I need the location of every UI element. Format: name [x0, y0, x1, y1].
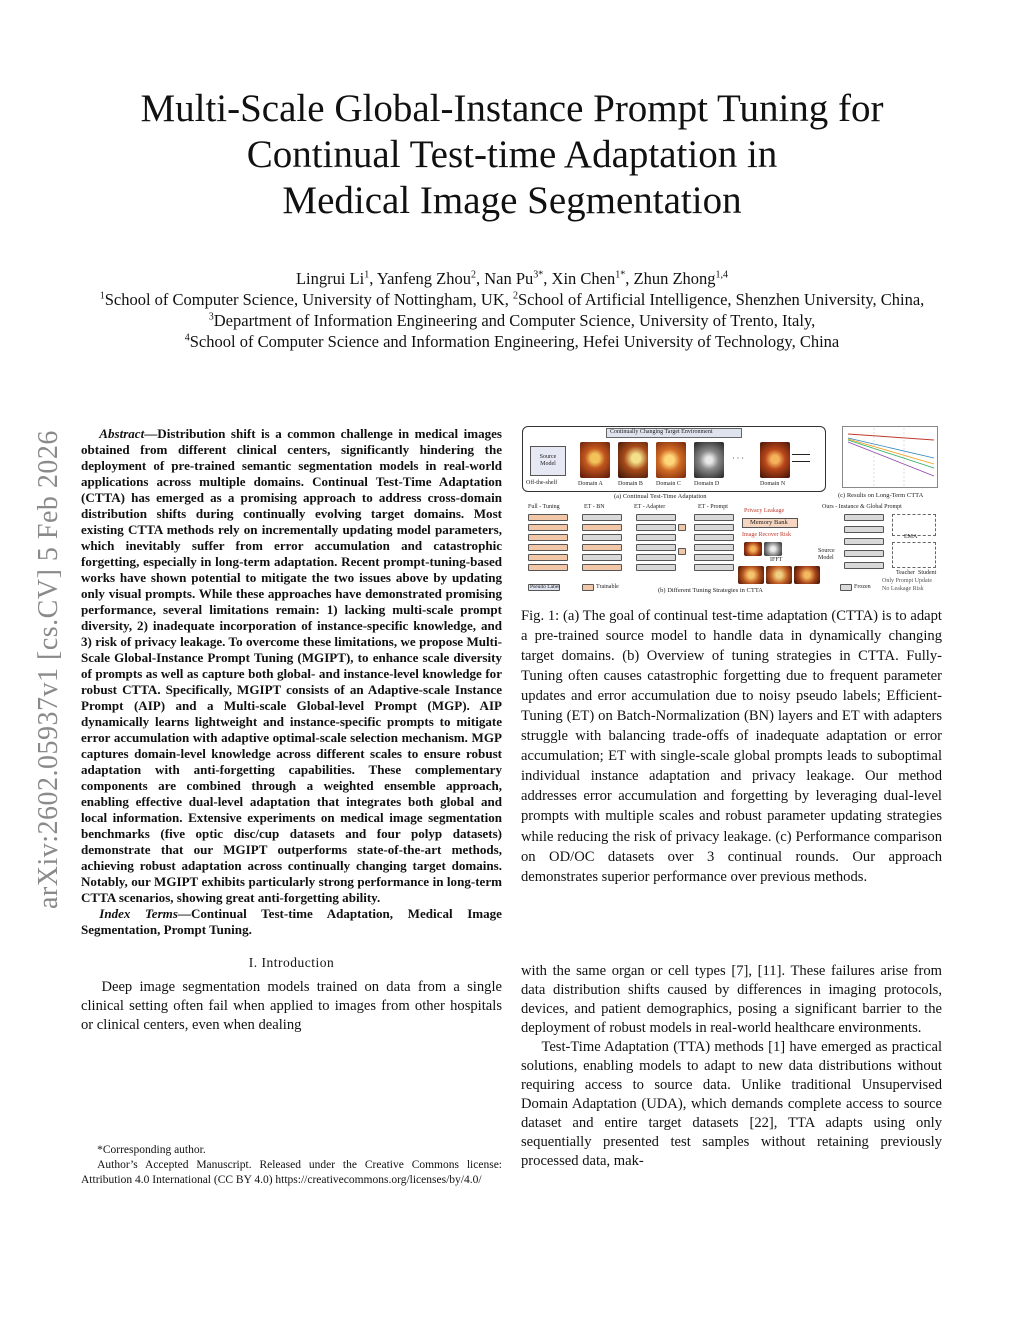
frozen-label: Frozen [854, 584, 871, 590]
domain-label: Domain D [694, 481, 720, 487]
fundus-image [738, 566, 764, 584]
subcaption-b: (b) Different Tuning Strategies in CTTA [658, 587, 763, 594]
author-name: Zhun Zhong [633, 269, 716, 288]
layer-bar [528, 564, 568, 571]
affiliation: $^1$School of Computer Science, University of Nottingham, UK, $^2$School of Artificial Intelligence, Shenzhen University, China, [99, 290, 925, 309]
domain-label: Domain A [578, 481, 603, 487]
layer-bar [844, 562, 884, 569]
env-label: Continually Changing Target Environment [610, 429, 713, 435]
layer-bar [694, 534, 734, 541]
prompt-box [892, 514, 936, 536]
layer-bar [636, 564, 676, 571]
author-names: Lingrui Li$^1$, Yanfeng Zhou$^2$, Nan $Pu^{3*}$, Xin Chen$^{1*}$, Zhun Zhong$^{1,4}$ [295, 269, 729, 288]
teacher-label: Teacher [896, 570, 915, 576]
author-name: Yanfeng Zhou [376, 269, 471, 288]
fundus-image [618, 442, 648, 478]
layer-bar [694, 524, 734, 531]
fundus-image [656, 442, 686, 478]
frozen-swatch [840, 584, 852, 591]
layer-bar [694, 564, 734, 571]
author-block [60, 268, 964, 352]
right-column [521, 962, 942, 1172]
figure-caption: Fig. 1: (a) The goal of continual test-time adaptation (CTTA) is to adapt a pre-trained source model to handle data in dynamically changing target domains. (b) Overview of tuning strategies in CTTA. Fully-Tuning often causes catastrophic forgetting due to frequent parameter updates and error accumulation due to noisy pseudo labels; Efficient-Tuning (ET) on Batch-Normalization (BN) layers and ET with adapters struggle with balancing trade-offs of inadequate adaptation or error accumulation; ET with single-scale global prompts leads to suboptimal individual instance adaptation and privacy leakage. Our method addresses error accumulation and forgetting by leveraging dual-level prompts with multiple scales and robust parameter updating strategies while reducing the risk of privacy leakage. (c) Performance comparison on OD/OC datasets over 3 continual rounds. Our approach demonstrates superior performance over previous methods. [521, 608, 942, 885]
license-note: Author’s Accepted Manuscript. Released under the Creative Commons license: Attribution 4.0 International (CC BY 4.0) https://creativecommons.org/licenses/by/4.0/ [81, 1159, 502, 1186]
off-the-shelf-label: Off-the-shelf [526, 480, 558, 486]
layer-bar [528, 514, 568, 521]
fundus-image [766, 566, 792, 584]
adapter-bar [678, 524, 686, 531]
layer-bar [844, 526, 884, 533]
ellipsis: · · · [732, 454, 744, 463]
privacy-label: Privacy Leakage [744, 508, 785, 514]
layer-bar [582, 544, 622, 551]
layer-bar [582, 534, 622, 541]
paper-title [100, 86, 924, 224]
arrow-body [792, 454, 810, 462]
layer-bar [582, 514, 622, 521]
author-name: Nan Pu [484, 269, 534, 288]
layer-bar [528, 534, 568, 541]
long-term-results-chart [844, 428, 936, 486]
ifft-label: IFFT [770, 557, 783, 563]
index-terms: Index Terms—Continual Test-time Adaptation, Medical Image Segmentation, Prompt Tuning. [81, 906, 502, 938]
prompt-box [892, 542, 936, 568]
fundus-image [580, 442, 610, 478]
adapter-bar [678, 548, 686, 555]
abstract: Abstract—Distribution shift is a common challenge in medical images obtained from different clinical centers, significantly hindering the deployment of pre-trained semantic segmentation models in real-world applications across multiple domains. Continual Test-Time Adaptation (CTTA) has emerged as a promising approach to address cross-domain distribution shifts during continually evolving target domains. Most existing CTTA methods rely on incrementally updating model parameters, which inevitably suffer from error accumulation and catastrophic forgetting, especially in long-term adaptation. Recent prompt-tuning-based works have shown potential to mitigate the two issues above by updating only visual prompts. While these approaches have demonstrated promising performance, several limitations remain: 1) lacking multi-scale prompt diversity, 2) inadequate incorporation of instance-specific knowledge, and 3) risk of privacy leakage. To overcome these limitations, we propose Multi-Scale Global-Instance Prompt Tuning (MGIPT), to enhance scale diversity of prompts as well as capture both global- and instance-level knowledge for robust CTTA. Specifically, MGIPT consists of an Adaptive-scale Instance Prompt (AIP) and a Multi-scale Global-level Prompt (MGP). AIP dynamically learns lightweight and instance-specific prompts to mitigate error accumulation with adaptive optimal-scale selection mechanism. MGP captures domain-level knowledge across different scales to ensure robust adaptation with anti-forgetting capabilities. These complementary components are combined through a weighted ensemble approach, enabling effective dual-level adaptation that integrates both global and local information. Extensive experiments on medical image segmentation benchmarks (five optic disc/cup datasets and four polyp datasets) demonstrate that our MGIPT outperforms state-of-the-art methods, achieving robust adaptation across continually changing target domains. Notably, our MGIPT exhibits particularly strong performance in long-term CTTA scenarios, showing great anti-forgetting ability. [81, 426, 502, 906]
fundus-image [760, 442, 790, 478]
footnote [81, 1143, 502, 1188]
author-name: Xin Chen [551, 269, 616, 288]
trainable-label: Trainable [596, 584, 619, 590]
fundus-image [694, 442, 724, 478]
layer-bar [582, 524, 622, 531]
fundus-image [794, 566, 820, 584]
layer-bar [636, 554, 676, 561]
layer-bar [636, 544, 676, 551]
affiliation: $^4$School of Computer Science and Information Engineering, Hefei University of Technology, China [184, 332, 840, 351]
layer-bar [636, 524, 676, 531]
ours-label: Ours - Instance & Global Prompt [822, 504, 902, 510]
body-paragraph: Test-Time Adaptation (TTA) methods [1] have emerged as practical solutions, enabling models to adapt to new data distributions without requiring access to source data. Unlike traditional Unsupervised Domain Adaptation (UDA), which demands complete access to source dataset and entire target datasets [22], TTA adapts using only sequentially presented test samples without retaining previously processed data, mak- [521, 1039, 942, 1170]
strategy-label: ET - BN [584, 504, 605, 510]
layer-bar [582, 554, 622, 561]
student-label: Student [918, 570, 937, 576]
layer-bar [694, 514, 734, 521]
left-column [81, 426, 502, 1035]
memory-bank-label: Memory Bank [750, 519, 788, 526]
layer-bar [636, 534, 676, 541]
layer-bar [844, 538, 884, 545]
layer-bar [636, 514, 676, 521]
ema-label: EMA [904, 534, 918, 540]
fundus-image [744, 542, 762, 556]
section-heading: I. Introduction [248, 954, 335, 970]
figure-1 [522, 424, 942, 600]
subcaption-a: (a) Continual Test-Time Adaptation [614, 493, 707, 500]
layer-bar [528, 524, 568, 531]
strategy-label: Full - Tuning [528, 504, 560, 510]
title-line: Continual Test-time Adaptation in [246, 133, 778, 176]
source-model-label: Source Model [539, 454, 557, 467]
pseudo-label-text: Pseudo Label [530, 584, 560, 590]
affiliation: $^3$Department of Information Engineering and Computer Science, University of Trento, Italy, [208, 311, 816, 330]
strategy-label: ET - Adapter [634, 504, 666, 510]
no-leakage-label: No Leakage Risk [882, 586, 924, 592]
layer-bar [528, 554, 568, 561]
arxiv-identifier: arXiv:2602.05937v1 [cs.CV] 5 Feb 2026 [33, 430, 64, 910]
subcaption-c: (c) Results on Long-Term CTTA [838, 492, 924, 499]
intro-paragraph: Deep image segmentation models trained on data from a single clinical setting often fail when applied to images from other hospitals or clinical centers, even when dealing [81, 978, 502, 1033]
domain-label: Domain N [760, 481, 786, 487]
domain-label: Domain B [618, 481, 643, 487]
fundus-image [764, 542, 782, 556]
author-name: Lingrui Li [295, 269, 365, 288]
source-model-b-label: Source Model [818, 548, 835, 561]
strategy-label: ET - Prompt [698, 504, 728, 510]
layer-bar [844, 514, 884, 521]
layer-bar [528, 544, 568, 551]
domain-label: Domain C [656, 481, 681, 487]
title-line: Medical Image Segmentation [282, 179, 742, 222]
layer-bar [694, 554, 734, 561]
layer-bar [844, 550, 884, 557]
recover-risk-label: Image Recover Risk [742, 532, 791, 538]
corresponding-note: *Corresponding author. [97, 1144, 206, 1156]
only-prompt-label: Only Prompt Update [882, 578, 932, 584]
title-line: Multi-Scale Global-Instance Prompt Tuning for [140, 87, 884, 130]
body-paragraph: with the same organ or cell types [7], [11]. These failures arise from data distribution shifts caused by differences in imaging protocols, devices, and patient demographics, posing a significant barrier to the deployment of robust models in real-world healthcare environments. [521, 963, 942, 1037]
layer-bar [582, 564, 622, 571]
trainable-swatch [582, 584, 594, 591]
layer-bar [694, 544, 734, 551]
